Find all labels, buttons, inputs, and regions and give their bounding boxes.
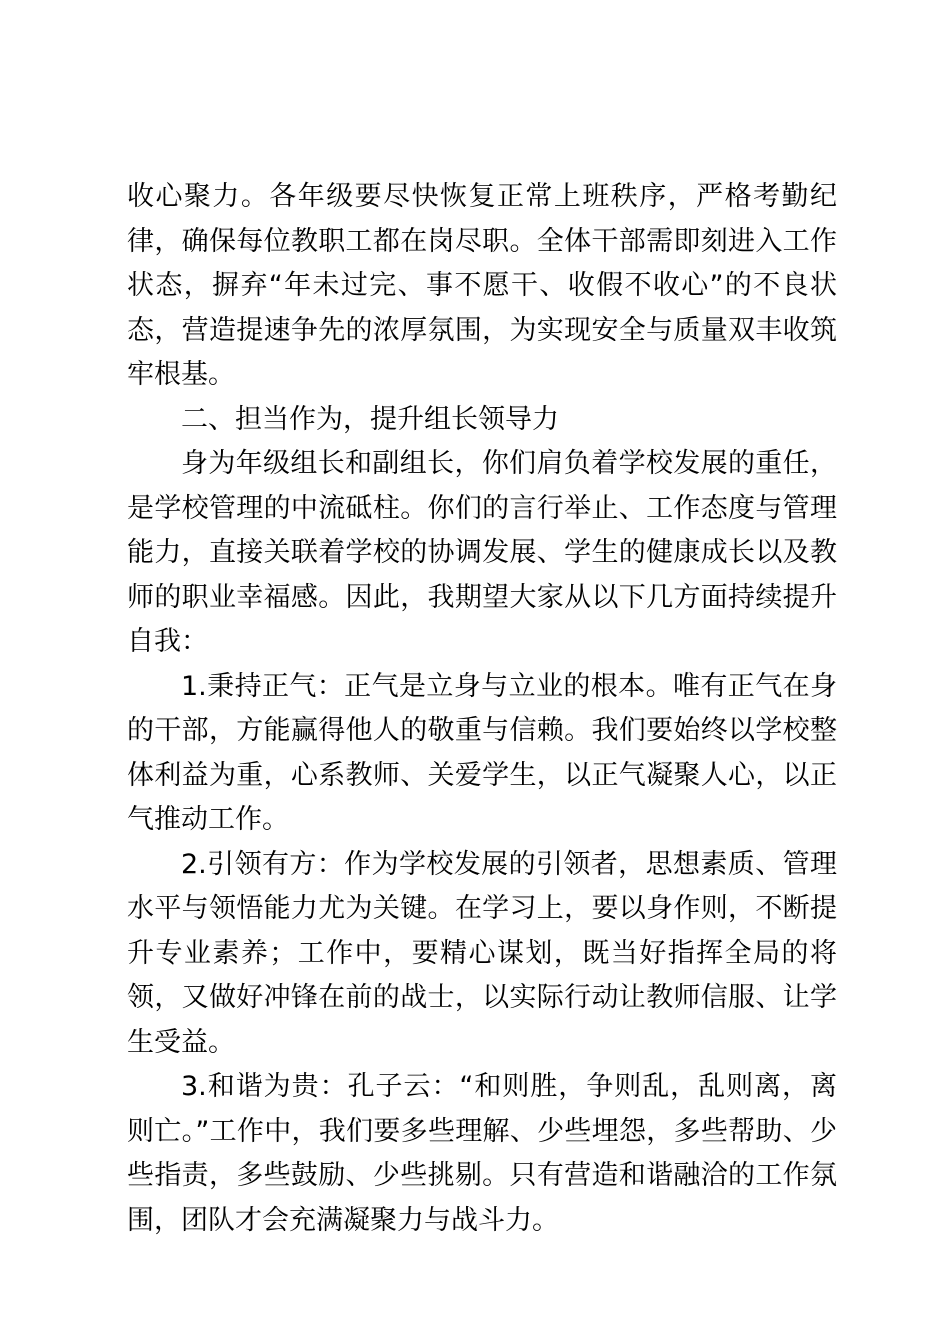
document-body: [127, 175, 837, 1243]
body-paragraph-continued: 收心聚力。各年级要尽快恢复正常上班秩序，严格考勤纪律，确保每位教职工都在岗尽职。全体干部需即刻进入工作状态，摒弃“年未过完、事不愿干、收假不收心”的不良状态，营造提速争先的浓厚氛围，为实现安全与质量双丰收筑牢根基。: [127, 181, 837, 390]
list-item-3: 3.和谐为贵：孔子云：“和则胜，争则乱，乱则离，离则亡。”工作中，我们要多些理解、少些埋怨，多些帮助、少些指责，多些鼓励、少些挑剔。只有营造和谐融洽的工作氛围，团队才会充满凝聚力与战斗力。: [127, 1071, 837, 1236]
body-paragraph: 身为年级组长和副组长，你们肩负着学校发展的重任，是学校管理的中流砥柱。你们的言行举止、工作态度与管理能力，直接关联着学校的协调发展、学生的健康成长以及教师的职业幸福感。因此，我期望大家从以下几方面持续提升自我：: [127, 448, 837, 657]
list-item-1: 1.秉持正气：正气是立身与立业的根本。唯有正气在身的干部，方能赢得他人的敬重与信赖。我们要始终以学校整体利益为重，心系教师、关爱学生，以正气凝聚人心，以正气推动工作。: [127, 670, 837, 835]
list-item-2: 2.引领有方：作为学校发展的引领者，思想素质、管理水平与领悟能力尤为关键。在学习上，要以身作则，不断提升专业素养；工作中，要精心谋划，既当好指挥全局的将领，又做好冲锋在前的战士，以实际行动让教师信服、让学生受益。: [127, 848, 837, 1058]
section-heading: 二、担当作为，提升组长领导力: [181, 403, 559, 435]
